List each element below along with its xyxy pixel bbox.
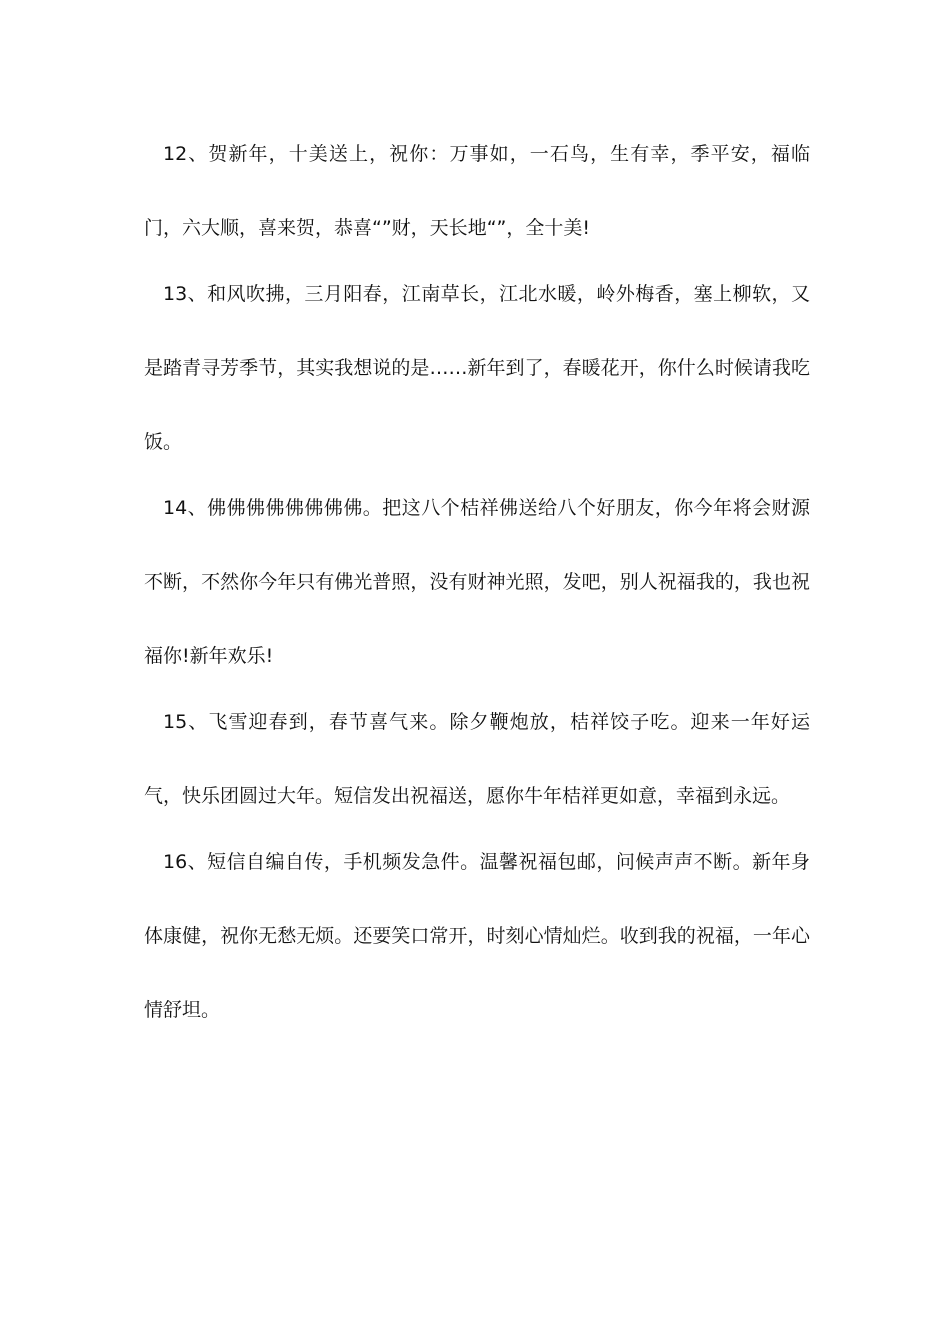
- paragraph-13: 13、和风吹拂，三月阳春，江南草长，江北水暖，岭外梅香，塞上柳软，又是踏青寻芳季节，其实我想说的是……新年到了，春暖花开，你什么时候请我吃饭。: [144, 283, 810, 453]
- document-body: [144, 117, 810, 1047]
- paragraph-15: 15、飞雪迎春到，春节喜气来。除夕鞭炮放，桔祥饺子吃。迎来一年好运气，快乐团圆过大年。短信发出祝福送，愿你牛年桔祥更如意，幸福到永远。: [144, 711, 810, 807]
- paragraph-12: 12、贺新年，十美送上，祝你：万事如，一石鸟，生有幸，季平安，福临门，六大顺，喜来贺，恭喜“”财，天长地“”，全十美!: [144, 143, 810, 239]
- paragraph-14: 14、佛佛佛佛佛佛佛佛。把这八个桔祥佛送给八个好朋友，你今年将会财源不断，不然你今年只有佛光普照，没有财神光照，发吧，别人祝福我的，我也祝福你!新年欢乐!: [144, 497, 810, 667]
- paragraph-16: 16、短信自编自传，手机频发急件。温馨祝福包邮，问候声声不断。新年身体康健，祝你无愁无烦。还要笑口常开，时刻心情灿烂。收到我的祝福，一年心情舒坦。: [144, 851, 810, 1021]
